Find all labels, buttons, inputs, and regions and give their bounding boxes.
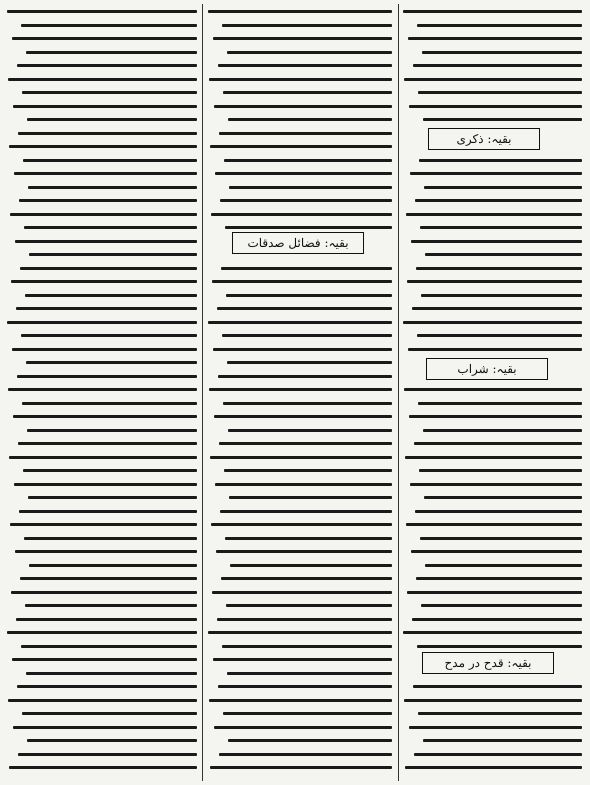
text-line: [404, 699, 582, 702]
text-line: [215, 483, 392, 486]
text-line: [7, 631, 197, 634]
text-line: [17, 64, 197, 67]
text-line: [26, 361, 197, 364]
text-line: [208, 321, 392, 324]
text-line: [411, 550, 582, 553]
text-line: [18, 132, 197, 135]
text-line: [208, 631, 392, 634]
section-heading-qadah-dar-madah: بقیہ: قدح در مدح: [422, 652, 554, 674]
text-line: [228, 429, 392, 432]
text-line: [11, 280, 197, 283]
text-line: [419, 469, 582, 472]
text-line: [19, 510, 197, 513]
text-line: [228, 118, 392, 121]
text-line: [10, 213, 197, 216]
text-line: [210, 766, 392, 769]
text-line: [222, 24, 392, 27]
text-line: [217, 307, 392, 310]
text-line: [227, 51, 392, 54]
text-line: [409, 726, 582, 729]
text-line: [405, 456, 582, 459]
text-line: [20, 577, 197, 580]
text-line: [26, 672, 197, 675]
text-line: [421, 294, 582, 297]
text-line: [422, 51, 582, 54]
text-line: [215, 172, 392, 175]
text-line: [212, 280, 392, 283]
text-line: [412, 618, 582, 621]
column-divider: [202, 4, 203, 781]
text-line: [224, 469, 392, 472]
text-line: [406, 523, 582, 526]
text-column-left: [4, 4, 200, 781]
text-line: [29, 564, 197, 567]
text-line: [220, 510, 392, 513]
text-line: [222, 334, 392, 337]
text-line: [209, 388, 392, 391]
text-line: [225, 226, 392, 229]
text-line: [413, 64, 582, 67]
text-line: [23, 469, 197, 472]
text-line: [21, 645, 197, 648]
text-line: [424, 496, 582, 499]
text-line: [416, 267, 582, 270]
text-line: [23, 159, 197, 162]
text-line: [12, 37, 197, 40]
text-line: [403, 631, 582, 634]
text-line: [214, 415, 392, 418]
text-line: [415, 510, 582, 513]
text-line: [17, 375, 197, 378]
text-line: [28, 496, 197, 499]
text-line: [229, 496, 392, 499]
text-line: [418, 91, 582, 94]
text-line: [218, 64, 392, 67]
text-line: [409, 105, 582, 108]
text-line: [19, 199, 197, 202]
text-line: [223, 712, 392, 715]
text-line: [424, 186, 582, 189]
text-line: [20, 267, 197, 270]
text-line: [8, 699, 197, 702]
text-line: [13, 105, 197, 108]
text-line: [412, 307, 582, 310]
text-line: [22, 712, 197, 715]
text-line: [223, 91, 392, 94]
text-line: [407, 280, 582, 283]
text-line: [213, 37, 392, 40]
text-line: [425, 253, 582, 256]
text-line: [223, 402, 392, 405]
text-line: [415, 199, 582, 202]
text-line: [27, 429, 197, 432]
text-column-middle: [205, 4, 395, 781]
text-line: [8, 78, 197, 81]
text-line: [414, 442, 582, 445]
text-line: [13, 726, 197, 729]
text-line: [14, 483, 197, 486]
text-line: [25, 604, 197, 607]
text-line: [222, 645, 392, 648]
text-line: [24, 226, 197, 229]
text-line: [405, 766, 582, 769]
text-line: [410, 172, 582, 175]
text-line: [18, 753, 197, 756]
text-line: [11, 591, 197, 594]
text-line: [408, 348, 582, 351]
text-line: [425, 564, 582, 567]
text-line: [226, 604, 392, 607]
text-line: [413, 685, 582, 688]
text-line: [219, 132, 392, 135]
text-line: [417, 645, 582, 648]
text-line: [9, 145, 197, 148]
text-line: [404, 78, 582, 81]
text-line: [225, 537, 392, 540]
text-line: [209, 699, 392, 702]
text-line: [219, 753, 392, 756]
text-line: [13, 415, 197, 418]
text-line: [417, 24, 582, 27]
text-line: [214, 726, 392, 729]
text-line: [403, 10, 582, 13]
text-line: [27, 739, 197, 742]
text-line: [208, 10, 392, 13]
text-line: [10, 523, 197, 526]
text-line: [414, 753, 582, 756]
text-line: [406, 213, 582, 216]
text-line: [227, 361, 392, 364]
text-line: [420, 226, 582, 229]
text-line: [12, 658, 197, 661]
text-line: [18, 442, 197, 445]
text-line: [21, 334, 197, 337]
text-line: [213, 348, 392, 351]
text-line: [407, 591, 582, 594]
text-line: [25, 294, 197, 297]
text-line: [217, 618, 392, 621]
column-divider: [398, 4, 399, 781]
section-heading-zikri: بقیہ: ذکری: [428, 128, 540, 150]
text-line: [224, 159, 392, 162]
text-line: [416, 577, 582, 580]
text-line: [221, 267, 392, 270]
text-line: [418, 402, 582, 405]
text-line: [216, 550, 392, 553]
text-line: [26, 51, 197, 54]
section-heading-sharab: بقیہ: شراب: [426, 358, 548, 380]
text-line: [219, 442, 392, 445]
text-line: [212, 591, 392, 594]
text-line: [423, 739, 582, 742]
text-line: [403, 321, 582, 324]
text-line: [21, 24, 197, 27]
text-line: [28, 186, 197, 189]
text-line: [15, 240, 197, 243]
text-line: [226, 294, 392, 297]
text-line: [220, 199, 392, 202]
text-line: [211, 523, 392, 526]
text-line: [213, 658, 392, 661]
text-line: [12, 348, 197, 351]
text-line: [418, 712, 582, 715]
text-line: [411, 240, 582, 243]
text-line: [211, 213, 392, 216]
section-heading-fazail-sadqat: بقیہ: فضائل صدقات: [232, 232, 364, 254]
text-line: [7, 10, 197, 13]
text-line: [209, 78, 392, 81]
text-line: [423, 118, 582, 121]
text-line: [228, 739, 392, 742]
text-line: [15, 550, 197, 553]
text-line: [210, 145, 392, 148]
text-line: [420, 537, 582, 540]
text-line: [14, 172, 197, 175]
text-line: [22, 91, 197, 94]
text-line: [218, 685, 392, 688]
text-line: [229, 186, 392, 189]
text-line: [410, 483, 582, 486]
text-line: [9, 456, 197, 459]
text-line: [421, 604, 582, 607]
text-line: [29, 253, 197, 256]
text-line: [419, 159, 582, 162]
text-line: [408, 37, 582, 40]
text-line: [7, 321, 197, 324]
text-line: [409, 415, 582, 418]
text-line: [17, 685, 197, 688]
text-line: [221, 577, 392, 580]
text-line: [16, 307, 197, 310]
text-line: [214, 105, 392, 108]
text-line: [210, 456, 392, 459]
text-line: [9, 766, 197, 769]
text-line: [16, 618, 197, 621]
text-line: [218, 375, 392, 378]
text-line: [404, 388, 582, 391]
text-line: [8, 388, 197, 391]
text-line: [417, 334, 582, 337]
text-line: [227, 672, 392, 675]
text-line: [423, 429, 582, 432]
text-line: [22, 402, 197, 405]
text-line: [230, 564, 392, 567]
text-line: [27, 118, 197, 121]
text-line: [24, 537, 197, 540]
